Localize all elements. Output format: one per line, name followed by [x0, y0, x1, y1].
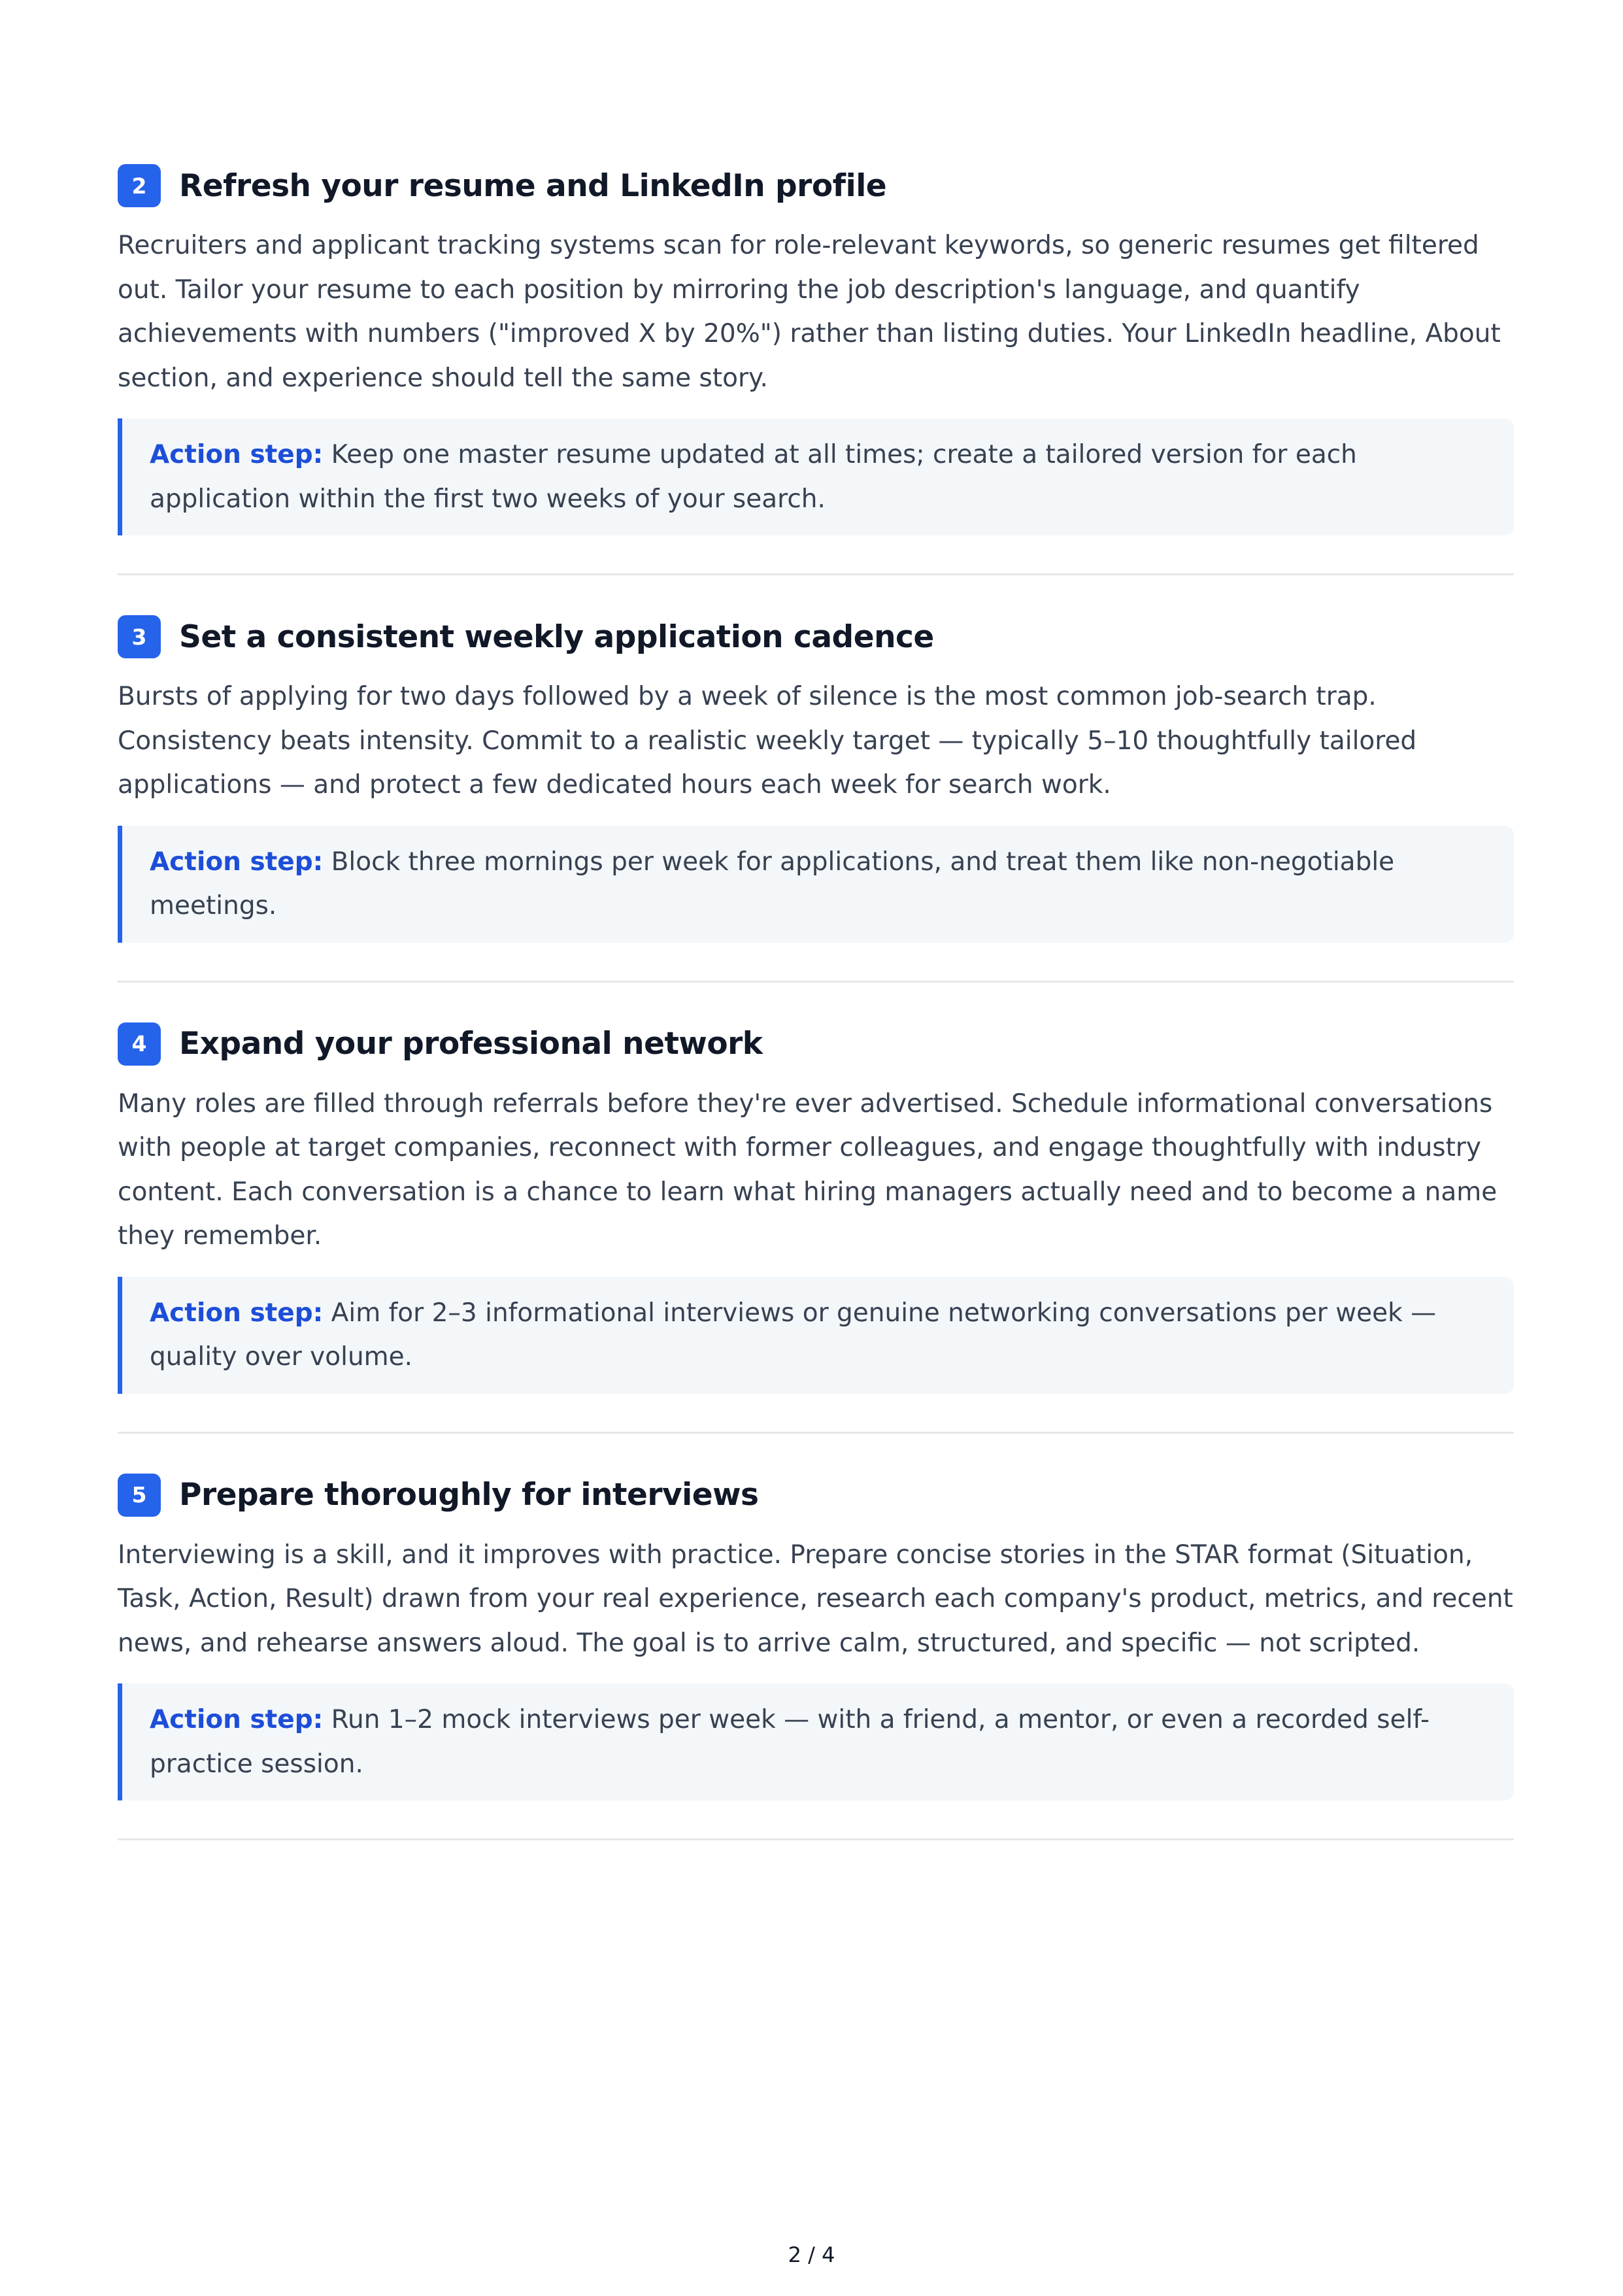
action-step-text: Run 1–2 mock interviews per week — with a friend, a mentor, or even a recorded self-practice session. — [150, 1705, 1430, 1779]
step-number-badge: 4 — [118, 1022, 161, 1066]
action-step-callout — [118, 1277, 1514, 1394]
section-header — [118, 162, 1514, 209]
step-section-3 — [118, 613, 1514, 983]
action-step-text: Keep one master resume updated at all times; create a tailored version for each application within the first two weeks of your search. — [150, 440, 1357, 514]
action-step-callout — [118, 418, 1514, 535]
page-number: 2 / 4 — [788, 2242, 835, 2267]
step-section-4 — [118, 1021, 1514, 1434]
section-body: Many roles are filled through referrals before they're ever advertised. Schedule informational conversations with people at target companies, reconnect with former colleagues, and engage thoughtfully with industry content. Each conversation is a chance to learn what hiring managers actually need and to become a name they remember. — [118, 1089, 1498, 1251]
action-step-text: Aim for 2–3 informational interviews or genuine networking conversations per week — quality over volume. — [150, 1298, 1437, 1372]
section-title: Prepare thoroughly for interviews — [179, 1477, 759, 1513]
section-title: Refresh your resume and LinkedIn profile — [179, 167, 887, 204]
action-step-text: Block three mornings per week for applications, and treat them like non-negotiable meetings. — [150, 847, 1395, 920]
section-body: Recruiters and applicant tracking systems scan for role-relevant keywords, so generic resumes get filtered out. Tailor your resume to each position by mirroring the job description's language, and quantify achievements with numbers ("improved X by 20%") rather than listing duties. Your LinkedIn headline, About section, and experience should tell the same story. — [118, 231, 1501, 393]
step-section-2 — [118, 162, 1514, 575]
section-header — [118, 1472, 1514, 1519]
action-step-callout — [118, 826, 1514, 943]
section-header — [118, 613, 1514, 660]
section-body: Bursts of applying for two days followed by a week of silence is the most common job-search trap. Consistency beats intensity. Commit to a realistic weekly target — typically 5–10 thoughtfully tailored applications — and protect a few dedicated hours each week for search work. — [118, 682, 1417, 800]
action-step-label: Action step: — [150, 847, 324, 877]
section-title: Expand your professional network — [179, 1026, 763, 1062]
section-body: Interviewing is a skill, and it improves with practice. Prepare concise stories in the STAR format (Situation, Task, Action, Result) drawn from your real experience, research each company's product, metrics, and recent news, and rehearse answers aloud. The goal is to arrive calm, structured, and specific — not scripted. — [118, 1540, 1513, 1658]
action-step-label: Action step: — [150, 1705, 324, 1734]
action-step-label: Action step: — [150, 1298, 324, 1328]
action-step-label: Action step: — [150, 440, 324, 469]
step-number-badge: 5 — [118, 1474, 161, 1517]
step-section-5 — [118, 1472, 1514, 1841]
action-step-callout — [118, 1683, 1514, 1800]
section-header — [118, 1021, 1514, 1068]
section-title: Set a consistent weekly application cadence — [179, 618, 934, 655]
document-page — [118, 162, 1514, 1878]
step-number-badge: 3 — [118, 615, 161, 658]
step-number-badge: 2 — [118, 164, 161, 207]
